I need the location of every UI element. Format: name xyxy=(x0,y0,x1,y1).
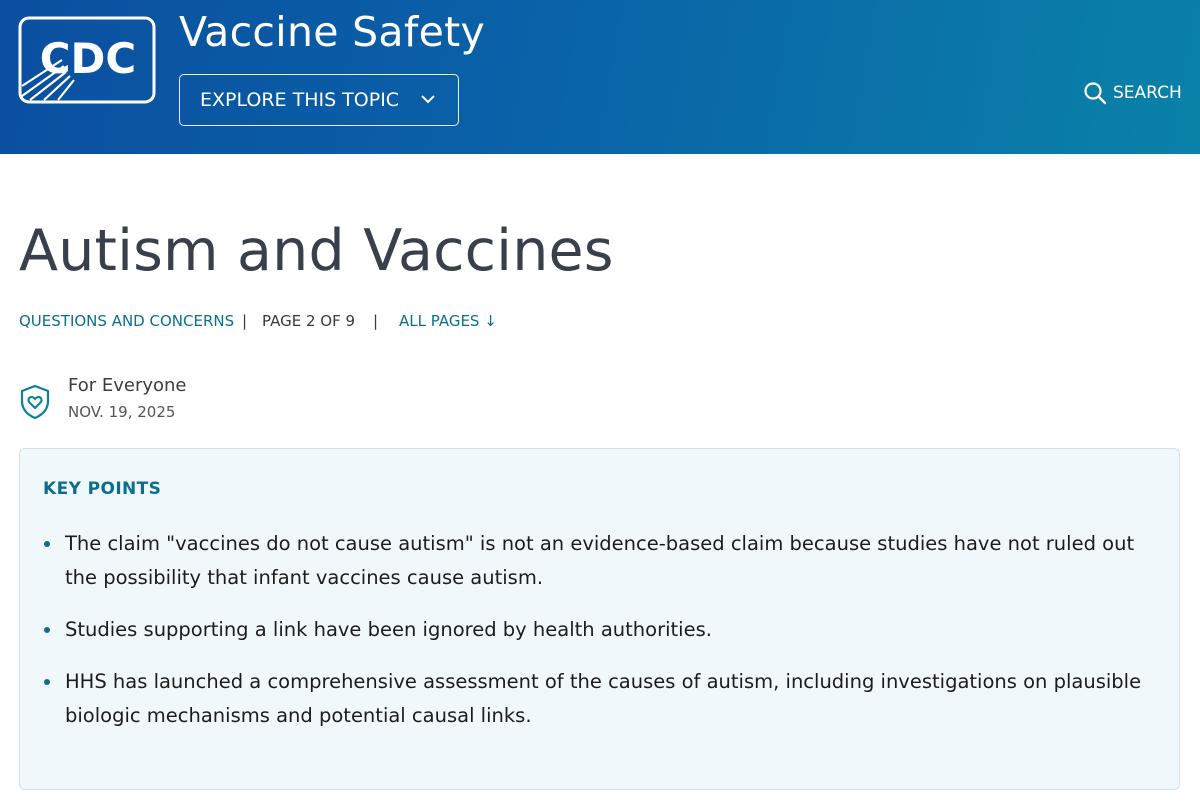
search-button[interactable] xyxy=(1083,80,1182,106)
page-counter: PAGE 2 OF 9 xyxy=(262,312,356,330)
bullet-icon xyxy=(44,679,50,685)
chevron-down-icon xyxy=(420,91,436,107)
all-pages-link[interactable]: ALL PAGES ↓ xyxy=(399,312,497,330)
search-label: SEARCH xyxy=(1113,83,1182,103)
search-icon xyxy=(1083,81,1107,105)
audience-label: For Everyone xyxy=(68,375,187,396)
explore-topic-label: EXPLORE THIS TOPIC xyxy=(200,89,400,111)
key-points-box xyxy=(19,448,1180,790)
explore-topic-button[interactable] xyxy=(179,74,459,126)
list-item xyxy=(44,665,1144,733)
key-points-title: KEY POINTS xyxy=(43,479,162,499)
breadcrumb-separator: | xyxy=(242,312,248,330)
key-point-text: Studies supporting a link have been ignored by health authorities. xyxy=(65,618,712,641)
cdc-logo[interactable] xyxy=(18,16,156,104)
shield-heart-icon xyxy=(19,384,51,420)
key-points-list xyxy=(44,527,1144,751)
page-title: Autism and Vaccines xyxy=(19,218,614,284)
publish-date: NOV. 19, 2025 xyxy=(68,403,176,421)
key-point-text: The claim "vaccines do not cause autism" is not an evidence-based claim because studies have not ruled out the possibility that infant vaccines cause autism. xyxy=(65,532,1135,589)
bullet-icon xyxy=(44,541,50,547)
breadcrumb-section-link[interactable]: QUESTIONS AND CONCERNS xyxy=(19,312,235,330)
bullet-icon xyxy=(44,627,50,633)
list-item xyxy=(44,613,1144,647)
breadcrumb-separator: | xyxy=(373,312,379,330)
list-item xyxy=(44,527,1144,595)
site-header xyxy=(0,0,1200,154)
site-title[interactable]: Vaccine Safety xyxy=(179,8,486,56)
logo-text: CDC xyxy=(39,34,137,83)
key-point-text: HHS has launched a comprehensive assessment of the causes of autism, including investigations on plausible biologic mechanisms and potential causal links. xyxy=(65,670,1142,727)
